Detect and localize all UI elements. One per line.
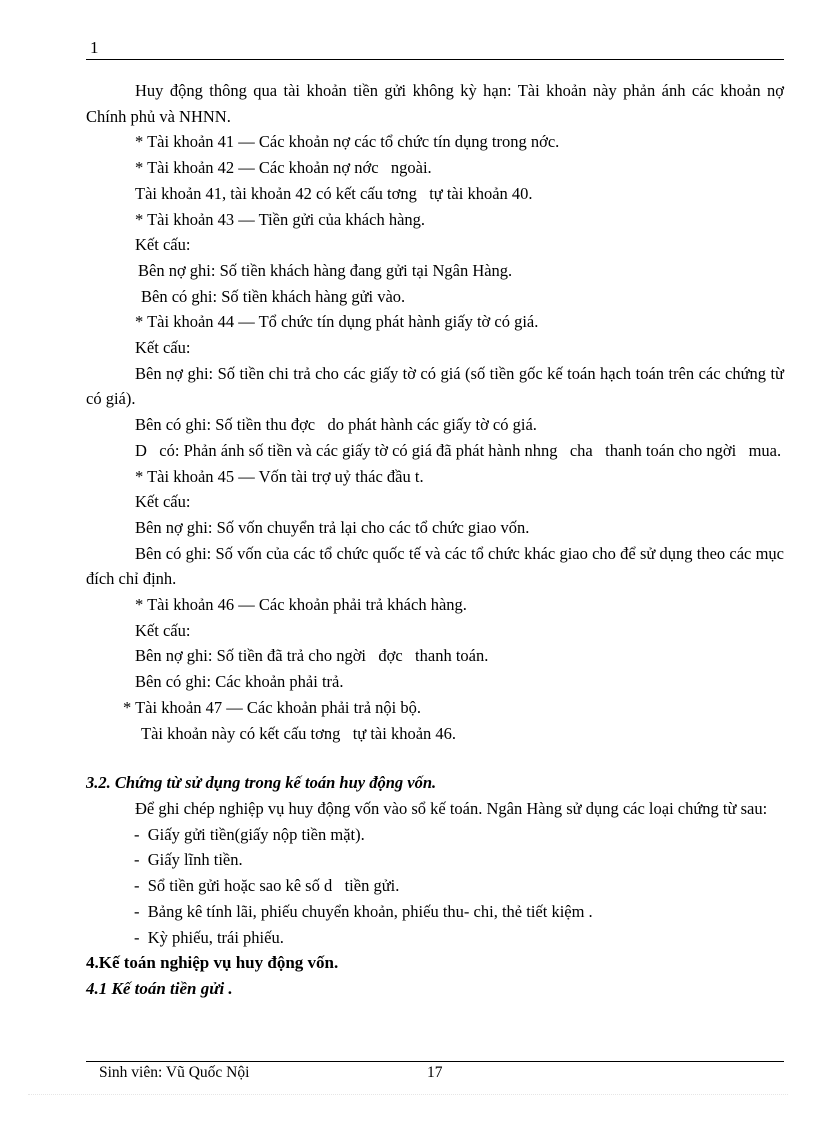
list-item: - Kỳ phiếu, trái phiếu. [134, 927, 284, 947]
list-item: - Giấy gửi tiền(giấy nộp tiền mặt). [134, 824, 365, 844]
page-bottom-divider [28, 1094, 788, 1095]
header-rule [86, 59, 784, 60]
paragraph: D có: Phản ánh số tiền và các giấy tờ có giá đã phát hành nhng cha thanh toán cho ngời mua. [135, 440, 782, 460]
paragraph: * Tài khoản 43 — Tiền gửi của khách hàng. [135, 209, 426, 229]
paragraph: Tài khoản 41, tài khoản 42 có kết cấu tơng tự tài khoản 40. [135, 183, 533, 203]
paragraph: Bên có ghi: Số tiền khách hàng gửi vào. [141, 286, 406, 306]
paragraph: * Tài khoản 45 — Vốn tài trợ uỷ thác đầu t. [135, 466, 424, 486]
paragraph: Kết cấu: [135, 338, 191, 358]
paragraph: Bên nợ ghi: Số vốn chuyển trả lại cho các tổ chức giao vốn. [135, 517, 530, 537]
paragraph: Bên có ghi: Các khoản phải trả. [135, 672, 344, 692]
header-page-number: 1 [90, 38, 99, 57]
paragraph: Bên có ghi: Số vốn của các tổ chức quốc tế và các tổ chức khác giao cho để sử dụng theo các mục đích chỉ định. [86, 543, 789, 589]
footer-page-number: 17 [427, 1064, 443, 1081]
section-heading-3-2: 3.2. Chứng từ sử dụng trong kế toán huy động vốn. [86, 773, 437, 793]
paragraph: Tài khoản này có kết cấu tơng tự tài khoản 46. [141, 723, 457, 743]
paragraph: Bên nợ ghi: Số tiền chi trả cho các giấy tờ có giá (số tiền gốc kế toán hạch toán trên các chứng từ có giá). [86, 363, 789, 409]
spacer [86, 746, 784, 770]
paragraph: Kết cấu: [135, 492, 191, 512]
paragraph: Bên nợ ghi: Số tiền đã trả cho ngời đợc thanh toán. [135, 646, 489, 666]
list-item: - Giấy lĩnh tiền. [134, 850, 243, 870]
footer-student: Sinh viên: Vũ Quốc Nội [99, 1064, 250, 1081]
paragraph: * Tài khoản 47 — Các khoản phải trả nội bộ. [123, 697, 422, 717]
paragraph: Để ghi chép nghiệp vụ huy động vốn vào sổ kế toán. Ngân Hàng sử dụng các loại chứng từ sau: [135, 798, 768, 818]
section-heading-4-1: 4.1 Kế toán tiền gửi . [86, 978, 233, 998]
list-item: - Bảng kê tính lãi, phiếu chuyển khoản, phiếu thu- chi, thẻ tiết kiệm . [134, 901, 593, 921]
footer-rule [86, 1061, 784, 1062]
paragraph: Bên nợ ghi: Số tiền khách hàng đang gửi tại Ngân Hàng. [138, 260, 513, 280]
list-item: - Sổ tiền gửi hoặc sao kê số d tiền gửi. [134, 876, 400, 896]
paragraph: Kết cấu: [135, 235, 191, 255]
paragraph: * Tài khoản 46 — Các khoản phải trả khách hàng. [135, 595, 467, 615]
paragraph: Kết cấu: [135, 620, 191, 640]
section-heading-4: 4.Kế toán nghiệp vụ huy động vốn. [86, 953, 339, 973]
paragraph: * Tài khoản 44 — Tổ chức tín dụng phát hành giấy tờ có giá. [135, 312, 539, 332]
paragraph: Huy động thông qua tài khoản tiền gửi không kỳ hạn: Tài khoản này phản ánh các khoản nợ Chính phủ và NHNN. [86, 81, 789, 126]
paragraph: * Tài khoản 41 — Các khoản nợ các tổ chức tín dụng trong nớc. [135, 132, 560, 152]
paragraph: Bên có ghi: Số tiền thu đợc do phát hành các giấy tờ có giá. [135, 415, 537, 435]
page-content [86, 78, 789, 1002]
paragraph: * Tài khoản 42 — Các khoản nợ nớc ngoài. [135, 158, 432, 178]
